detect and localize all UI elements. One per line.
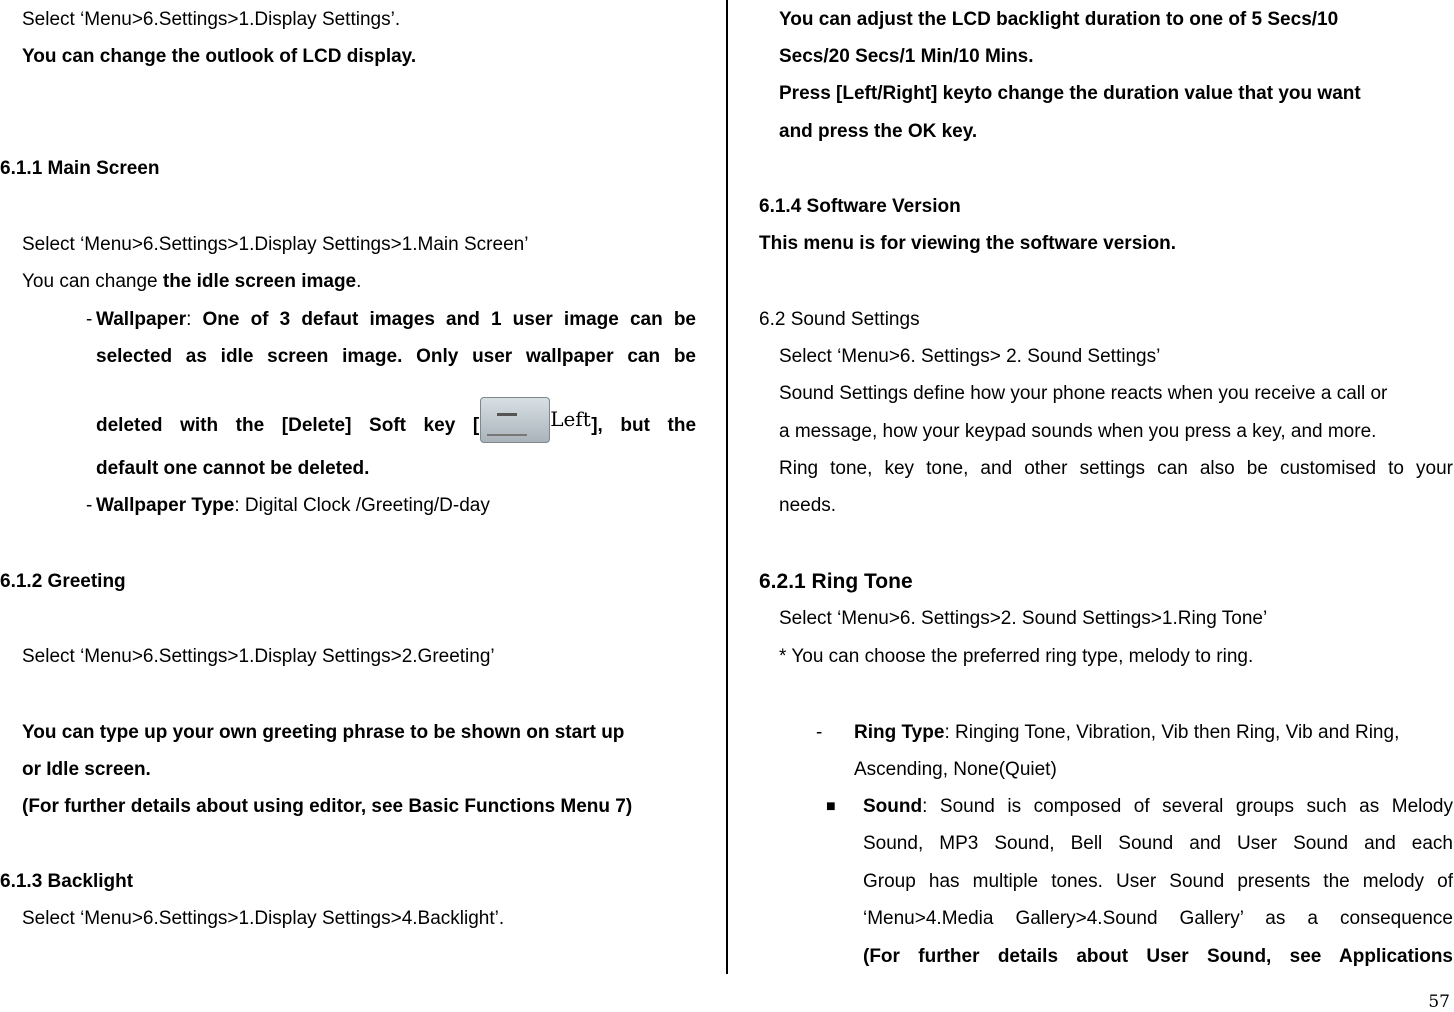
list-item-wallpaper (96, 308, 696, 332)
soft-key-graphic (480, 397, 550, 443)
list-item-sound (863, 795, 1453, 819)
wallpaper-label: Wallpaper (96, 309, 187, 330)
text-line: Secs/20 Secs/1 Min/10 Mins. (779, 46, 1034, 67)
text-line: This menu is for viewing the software version. (759, 233, 1177, 254)
text-line: a message, how your keypad sounds when you press a key, and more. (779, 421, 1377, 442)
list-dash: - (86, 495, 93, 516)
list-dash: - (86, 309, 93, 330)
text-line: ‘Menu>4.Media Gallery>4.Sound Gallery’ as a consequence (863, 908, 1453, 929)
text-line: and press the OK key. (779, 121, 978, 142)
text-line: Select ‘Menu>6. Settings>2. Sound Settings>1.Ring Tone’ (779, 608, 1268, 629)
section-heading-greeting: 6.1.2 Greeting (0, 571, 126, 592)
section-heading-backlight: 6.1.3 Backlight (0, 871, 134, 892)
text-span: One of 3 defaut images and 1 user image can be (202, 309, 696, 330)
text-line: Ascending, None(Quiet) (854, 759, 1057, 780)
text-line: Select ‘Menu>6. Settings> 2. Sound Settings’ (779, 346, 1161, 367)
list-item-wallpaper-type (96, 494, 490, 518)
text-span: : (186, 309, 203, 330)
text-span: : Sound is composed of several groups such as Melody (922, 796, 1453, 817)
text-span: You can change (22, 271, 163, 292)
list-item-ring-type (854, 721, 1399, 745)
text-span: deleted with the [Delete] Soft key [ (96, 415, 480, 436)
text-line: Select ‘Menu>6.Settings>1.Display Settings’. (22, 9, 401, 30)
text-line: Select ‘Menu>6.Settings>1.Display Settings>4.Backlight’. (22, 908, 505, 929)
text-line: Press [Left/Right] keyto change the duration value that you want (779, 83, 1361, 104)
column-divider (726, 0, 728, 974)
text-line: needs. (779, 495, 837, 516)
soft-key-label: Left (550, 407, 591, 431)
sound-label: Sound (863, 796, 923, 817)
text-line: (For further details about User Sound, see Applications (863, 946, 1453, 967)
section-heading-software-version: 6.1.4 Software Version (759, 196, 961, 217)
text-line: Select ‘Menu>6.Settings>1.Display Settings>2.Greeting’ (22, 646, 495, 667)
text-span: ], but the (591, 415, 697, 436)
text-line: (For further details about using editor, see Basic Functions Menu 7) (22, 796, 633, 817)
section-heading-main-screen: 6.1.1 Main Screen (0, 158, 160, 179)
left-soft-key-icon (480, 397, 590, 443)
text-span: the idle screen image (162, 271, 357, 292)
text-line: Group has multiple tones. User Sound presents the melody of (863, 871, 1453, 892)
text-line: You can adjust the LCD backlight duration to one of 5 Secs/10 (779, 9, 1339, 30)
text-line: Select ‘Menu>6.Settings>1.Display Settings>1.Main Screen’ (22, 234, 529, 255)
text-span: : Digital Clock /Greeting/D-day (234, 495, 490, 516)
text-span: . (356, 271, 362, 292)
text-line: Sound, MP3 Sound, Bell Sound and User Sound and each (863, 833, 1453, 854)
text-line: You can change the outlook of LCD display. (22, 46, 417, 67)
section-heading-sound-settings: 6.2 Sound Settings (759, 309, 920, 330)
text-line: default one cannot be deleted. (96, 458, 370, 479)
text-line: or Idle screen. (22, 759, 151, 780)
text-line: Sound Settings define how your phone reacts when you receive a call or (779, 383, 1388, 404)
square-bullet-icon: ■ (826, 798, 836, 815)
text-line: * You can choose the preferred ring type, melody to ring. (779, 646, 1254, 667)
text-line: You can type up your own greeting phrase to be shown on start up (22, 722, 625, 743)
page-number: 57 (1428, 992, 1450, 1012)
ring-type-label: Ring Type (854, 722, 945, 743)
list-dash: - (816, 722, 823, 743)
text-line: selected as idle screen image. Only user wallpaper can be (96, 346, 696, 367)
text-line (96, 397, 696, 443)
text-span: : Ringing Tone, Vibration, Vib then Ring, Vib and Ring, (944, 722, 1400, 743)
text-line: Ring tone, key tone, and other settings can also be customised to your (779, 458, 1453, 479)
text-line (22, 270, 361, 294)
wallpaper-type-label: Wallpaper Type (96, 495, 235, 516)
section-heading-ring-tone: 6.2.1 Ring Tone (759, 570, 913, 593)
